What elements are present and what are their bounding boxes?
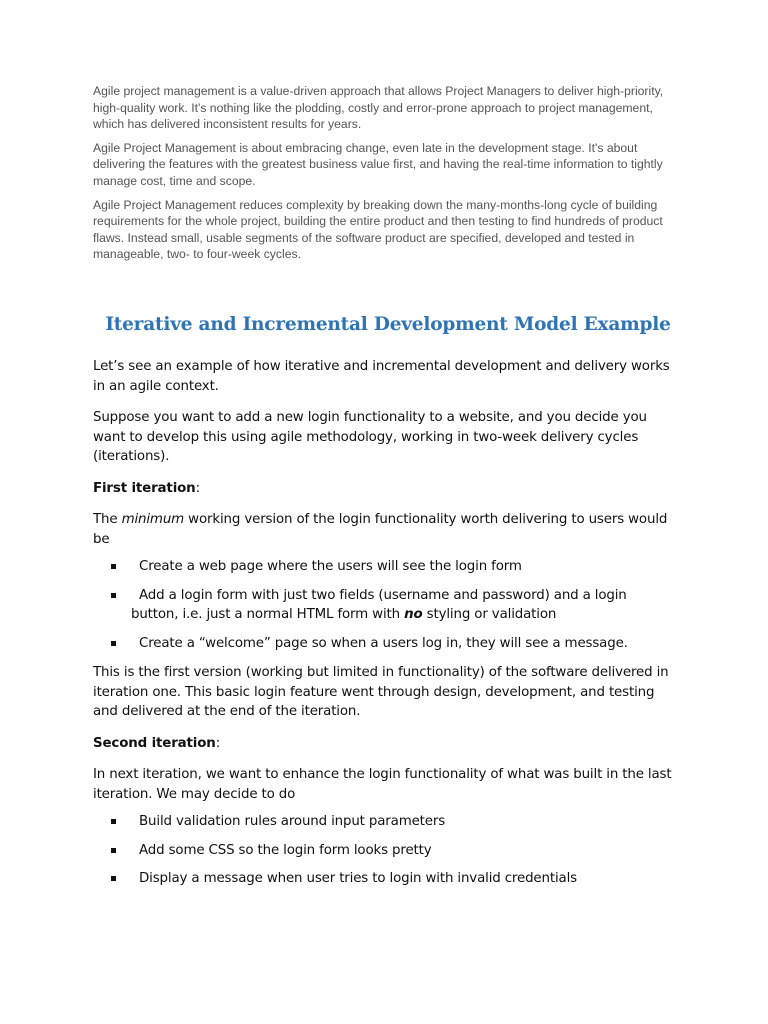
intro-paragraph: Agile project management is a value-driven approach that allows Project Managers to deliver high-priority, high-quality work. It's nothing like the plodding, costly and error-prone approach to project management, which has delivered inconsistent results for years. (93, 84, 664, 132)
bullet-square-icon (111, 876, 116, 881)
body-section (93, 357, 683, 899)
bullet-square-icon (111, 593, 116, 598)
list-item-text: Add some CSS so the login form looks pretty (139, 842, 432, 858)
first-iteration-colon: : (195, 480, 200, 496)
list-item (93, 869, 683, 889)
first-iteration-list (93, 557, 683, 653)
list-item-text: styling or validation (422, 607, 557, 622)
second-iteration-colon: : (215, 735, 221, 751)
list-item-text: Create a “welcome” page so when a users log in, they will see a message. (139, 635, 628, 651)
no-emphasis: no (404, 607, 423, 622)
minimum-post-text: working version of the login functionality worth delivering to users would be (93, 512, 668, 547)
list-item (93, 841, 683, 861)
list-item-continuation (131, 605, 683, 625)
second-iteration-label: Second iteration (93, 735, 216, 751)
list-item-text: Build validation rules around input parameters (139, 814, 446, 829)
list-item (93, 634, 683, 654)
section-heading: Iterative and Incremental Development Model Example (105, 314, 671, 335)
body-paragraph: Suppose you want to add a new login functionality to a website, and you decide you want to develop this using agile methodology, working in two-week delivery cycles (iterations). (93, 410, 647, 464)
list-item-text: Add a login form with just two fields (username and password) and a login (139, 587, 627, 603)
list-item (93, 812, 683, 832)
list-item-text: Display a message when user tries to login with invalid credentials (139, 871, 577, 886)
bullet-square-icon (111, 641, 116, 646)
list-item-text: Create a web page where the users will see the login form (139, 559, 522, 574)
second-iteration-heading (93, 734, 683, 754)
intro-paragraph: Agile Project Management reduces complexity by breaking down the many-months-long cycle of building requirements for the whole project, building the entire product and then testing to find hundreds of product flaws. Instead small, usable segments of the software product are specified, developed and tested in manageable, two- to four-week cycles. (93, 197, 663, 262)
bullet-square-icon (111, 564, 116, 569)
bullet-square-icon (111, 848, 116, 853)
minimum-emphasis: minimum (121, 512, 185, 527)
minimum-pre-text: The (93, 512, 122, 527)
body-paragraph (93, 510, 683, 549)
first-iteration-label: First iteration (93, 480, 196, 496)
list-item (93, 557, 683, 577)
bullet-square-icon (111, 819, 116, 824)
list-item (93, 586, 683, 625)
intro-section (93, 83, 683, 270)
first-iteration-heading (93, 479, 683, 499)
intro-paragraph: Agile Project Management is about embracing change, even late in the development stage. It's about delivering the features with the greatest business value first, and having the real-time information to tightly manage cost, time and scope. (93, 140, 663, 188)
second-iteration-list (93, 812, 683, 889)
list-item-text: button, i.e. just a normal HTML form with (131, 607, 405, 622)
body-paragraph: Let’s see an example of how iterative and incremental development and delivery works in an agile context. (93, 359, 670, 394)
body-paragraph: This is the first version (working but limited in functionality) of the software delivered in iteration one. This basic login feature went through design, development, and testing and delivered at the end of the iteration. (93, 665, 669, 719)
body-paragraph: In next iteration, we want to enhance the login functionality of what was built in the last iteration. We may decide to do (93, 767, 672, 802)
